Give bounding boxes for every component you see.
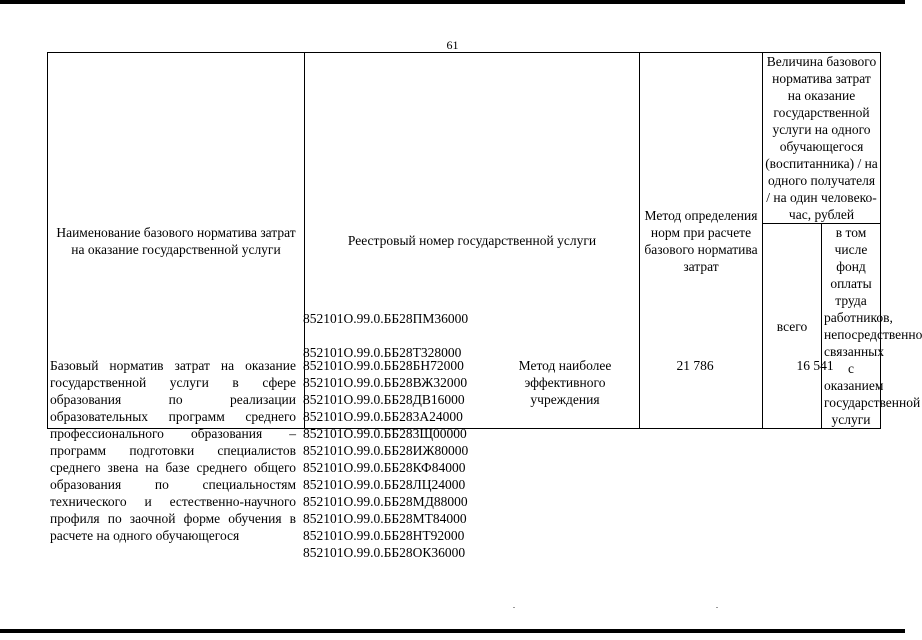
method-cell: Метод наиболее эффективного учреждения: [518, 358, 612, 407]
registry-code: 852101О.99.0.ББ283Щ00000: [303, 426, 467, 441]
header-registry-number: Реестровый номер государственной услуги: [305, 53, 640, 429]
registry-code: 852101О.99.0.ББ28БН72000: [303, 358, 464, 373]
header-total: всего: [763, 224, 822, 429]
norm-name-cell: Базовый норматив затрат на оказание государственной услуги в сфере образования по реализации образовательных программ среднего профессионального образования – программ подготовки специалистов среднего звена на базе среднего общего образования по специальностям технического и естественно-научного профиля по заочной форме обучения в расчете на одного обучающегося: [50, 358, 296, 543]
top-border-rule: [0, 0, 905, 4]
total-value-cell: 21 786: [676, 358, 714, 373]
scan-speck: [513, 607, 515, 608]
registry-code: 852101О.99.0.ББ28МД88000: [303, 494, 468, 509]
wage-fund-value-cell: 16 541: [796, 358, 834, 373]
registry-code: 852101О.99.0.ББ28ОК36000: [303, 545, 466, 560]
header-method: Метод определения норм при расчете базового норматива затрат: [640, 53, 763, 429]
registry-code: 852101О.99.0.ББ28ДВ16000: [303, 392, 465, 407]
registry-code: 852101О.99.0.ББ28ЛЦ24000: [303, 477, 466, 492]
registry-code: 852101О.99.0.ББ283А24000: [303, 409, 463, 424]
header-wage-fund: в том числе фонд оплаты труда работников, непосредственно связанных с оказанием государственной услуги: [822, 224, 881, 429]
header-base-norm-value: Величина базового норматива затрат на оказание государственной услуги на одного обучающегося (воспитанника) / на одного получателя / на один человеко-час, рублей: [763, 53, 881, 224]
header-name: Наименование базового норматива затрат на оказание государственной услуги: [48, 53, 305, 429]
registry-code: 852101О.99.0.ББ28НТ92000: [303, 528, 465, 543]
registry-code: 852101О.99.0.ББ28ИЖ80000: [303, 443, 469, 458]
registry-code: 852101О.99.0.ББ28ПМ36000: [303, 311, 469, 326]
page-number: 61: [446, 38, 459, 52]
registry-code: 852101О.99.0.ББ28МТ84000: [303, 511, 467, 526]
registry-code: 852101О.99.0.ББ28Т328000: [303, 345, 462, 360]
bottom-border-rule: [0, 629, 905, 633]
scan-speck: [716, 607, 718, 608]
registry-codes-list: [303, 357, 468, 561]
registry-code: 852101О.99.0.ББ28КФ84000: [303, 460, 466, 475]
registry-code: 852101О.99.0.ББ28ВЖ32000: [303, 375, 468, 390]
